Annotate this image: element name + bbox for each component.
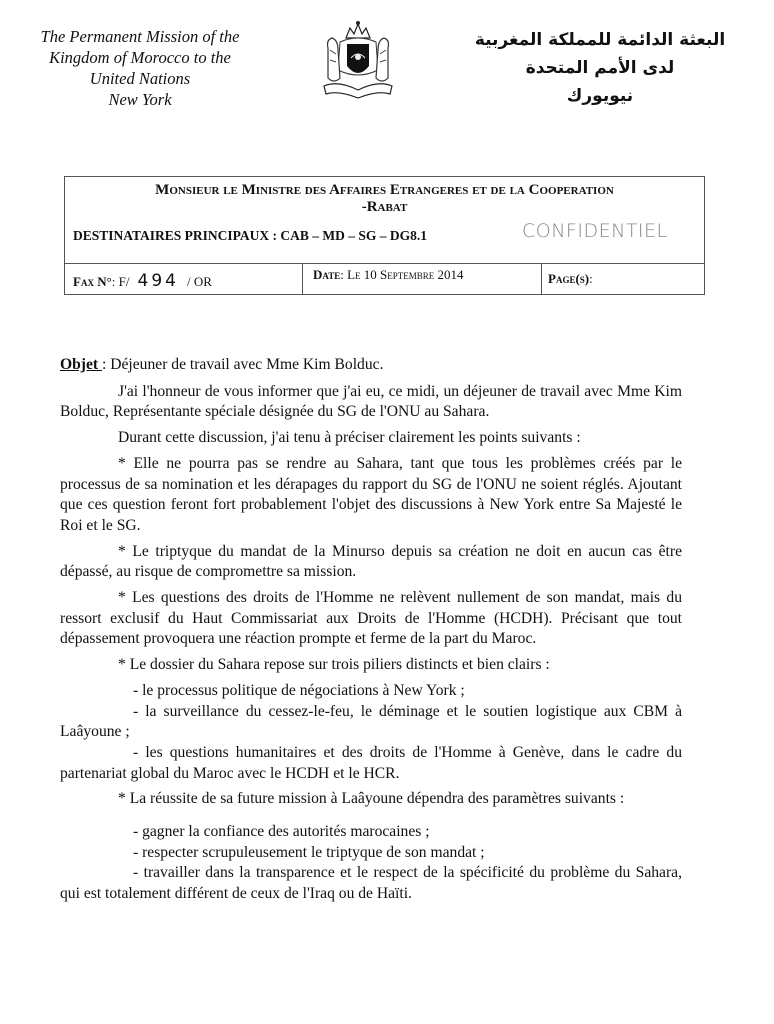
parameter-item: - respecter scrupuleusement le triptyque de son mandat ; (133, 843, 485, 861)
paragraph-intro: J'ai l'honneur de vous informer que j'ai eu, ce midi, un déjeuner de travail avec Mme Kim Bolduc, Représentante spéciale désignée du SG de l'ONU au Sahara. (60, 382, 682, 421)
fax-header-top (65, 177, 704, 264)
parameter-item: - gagner la confiance des autorités marocaines ; (133, 823, 430, 841)
point-2: * Le triptyque du mandat de la Minurso depuis sa création ne doit en aucun cas être dépassé, au risque de compromettre sa mission. (60, 542, 682, 581)
fax-number-cell (65, 264, 303, 294)
pages-label: Page(s) (548, 271, 590, 286)
letterhead-line: United Nations (89, 69, 191, 88)
letterhead-arabic (470, 26, 730, 110)
subject-line (60, 355, 682, 376)
letterhead-arabic-line: البعثة الدائمة للمملكة المغربية (474, 30, 726, 50)
letterhead-line: New York (108, 90, 172, 109)
addressee-line: Monsieur le Ministre des Affaires Etrangeres et de la Cooperation (155, 182, 614, 198)
fax-header-bottom (65, 264, 704, 294)
fax-number-label: Fax N° (73, 274, 112, 289)
coat-of-arms-icon (318, 20, 398, 104)
addressee-line: -Rabat (361, 199, 408, 215)
fax-header-box (64, 176, 705, 295)
point-3: * Les questions des droits de l'Homme ne relèvent nullement de son mandat, mais du ressort exclusif du Haut Commissariat aux Droits de l'Homme (HCDH). Précisant que tout dépassement provoquera une réaction prompte et ferme de la part du Maroc. (60, 589, 682, 648)
subject-label: Objet (60, 356, 103, 373)
letter-body (60, 355, 682, 905)
date-label: Date (313, 267, 341, 282)
pages-cell (542, 264, 704, 294)
letterhead-arabic-line: نيويورك (566, 86, 634, 106)
subject-text: : Déjeuner de travail avec Mme Kim Bolduc. (102, 356, 384, 373)
recipients-value: : CAB – MD – SG – DG8.1 (272, 228, 428, 243)
pillar-item: - la surveillance du cessez-le-feu, le déminage et le soutien logistique aux CBM à Laâyoune ; (60, 702, 682, 741)
point-5: * La réussite de sa future mission à Laâyoune dépendra des paramètres suivants : (118, 790, 625, 808)
pillar-item: - le processus politique de négociations à New York ; (133, 681, 465, 699)
confidential-stamp: CONFIDENTIEL (522, 220, 668, 242)
fax-number-suffix: / OR (186, 274, 212, 289)
paragraph-lead: Durant cette discussion, j'ai tenu à préciser clairement les points suivants : (118, 429, 581, 447)
letterhead-line: Kingdom of Morocco to the (49, 48, 231, 67)
letterhead-english (30, 26, 250, 110)
recipients-label: DESTINATAIRES PRINCIPAUX (73, 228, 270, 243)
pillar-item: - les questions humanitaires et des droits de l'Homme à Genève, dans le cadre du partenariat global du Maroc avec le HCDH et le HCR. (60, 743, 682, 782)
recipients (73, 228, 427, 244)
fax-number-prefix: : F/ (111, 274, 130, 289)
fax-number-value: 494 (137, 271, 179, 291)
point-4: * Le dossier du Sahara repose sur trois piliers distincts et bien clairs : (118, 656, 550, 674)
letterhead-line: The Permanent Mission of the (40, 27, 240, 46)
date-cell (303, 264, 542, 294)
point-1: * Elle ne pourra pas se rendre au Sahara, tant que tous les problèmes créés par le processus de sa nomination et les dérapages du rapport du SG de l'ONU ne soient réglés. Ajoutant que ces question feront fort probablement l'objet des discussions à New York entre Sa Majesté le Roi et le SG. (60, 454, 682, 534)
letterhead-arabic-line: لدى الأمم المتحدة (525, 58, 675, 78)
pages-value: : (589, 271, 593, 286)
parameter-item: - travailler dans la transparence et le respect de la spécificité du problème du Sahara, qui est totalement différent de ceux de l'Iraq ou de Haïti. (60, 864, 682, 903)
date-value: : Le 10 Septembre 2014 (340, 267, 464, 282)
addressee (65, 182, 704, 216)
